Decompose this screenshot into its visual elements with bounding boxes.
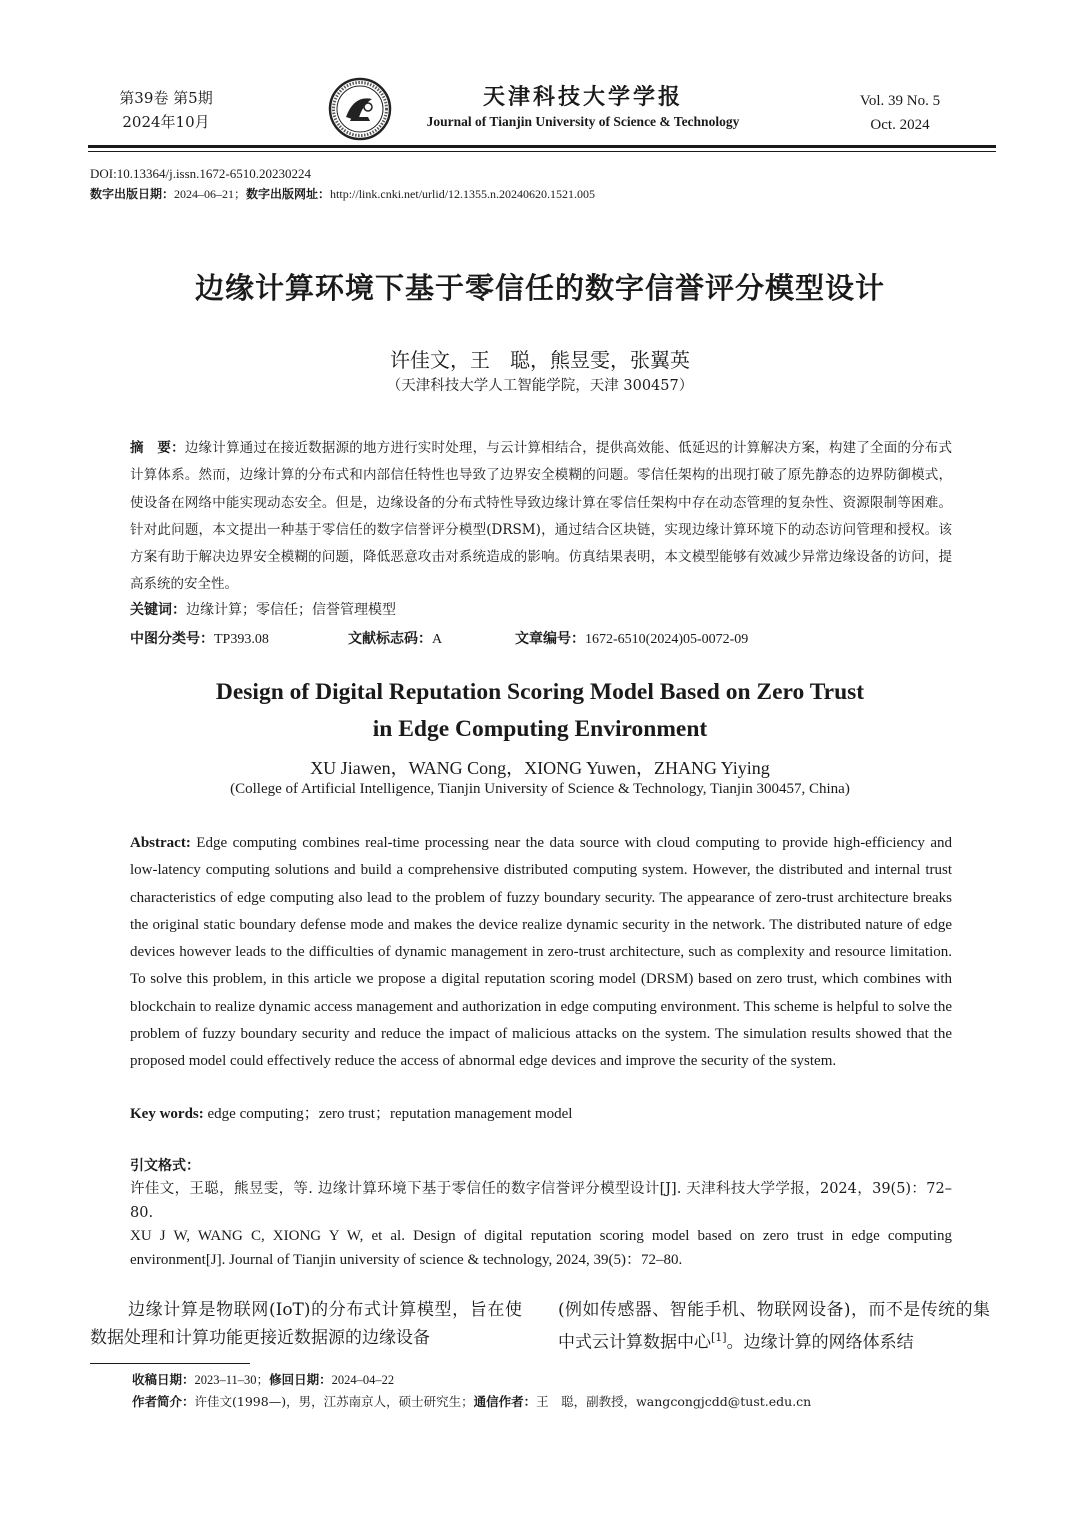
doi: DOI:10.13364/j.issn.1672-6510.20230224 [90, 166, 311, 181]
article-no-item [515, 628, 748, 651]
abstract-en [130, 830, 952, 1076]
doc-code-value: A [432, 632, 443, 647]
issue-info-cn [96, 86, 236, 134]
abstract-en-text: Edge computing combines real-time processing near the data source with cloud computing to provide high-efficiency and low-latency computing solutions and build a comprehensive distributed computing system. However, the distributed and internal trust characteristics of edge computing also lead to the problem of fuzzy boundary security. The appearance of zero-trust architecture breaks the original static boundary defense mode and makes the device realize dynamic security in the network. The distributed nature of edge devices however leads to the difficulties of dynamic management in zero-trust architecture, such as complexity and resource limitation. To solve this problem, in this article we propose a digital reputation scoring model (DRSM) based on zero trust, which combines with blockchain to realize dynamic access management and authorization in edge computing environment. This scheme is helpful to solve the problem of fuzzy boundary security and reduce the impact of malicious attacks on the system. The simulation results showed that the proposed model could effectively reduce the access of abnormal edge devices and improve the security of the system. [130, 835, 952, 1070]
body-right-text-b: 。边缘计算的网络体系结 [726, 1332, 914, 1353]
keywords-cn-label: 关键词： [130, 602, 186, 618]
body-column-right [558, 1296, 990, 1357]
citation-cn: 许佳文，王聪，熊昱雯，等. 边缘计算环境下基于零信任的数字信誉评分模型设计[J]. 天津科技大学学报，2024，39(5)：72–80. [130, 1181, 952, 1221]
abstract-cn [130, 435, 952, 599]
bio-label: 作者简介： [132, 1394, 195, 1409]
date-cn: 2024年10月 [122, 113, 210, 131]
article-no-label: 文章编号： [515, 631, 585, 647]
pub-url-label: 数字出版网址： [246, 187, 331, 201]
affiliation-en: (College of Artificial Intelligence, Tianjin University of Science & Technology, Tianjin 300457, China) [230, 781, 850, 797]
reference-marker[interactable]: [1] [711, 1331, 727, 1344]
publication-info [90, 184, 595, 204]
keywords-en-text: edge computing；zero trust；reputation management model [207, 1106, 573, 1122]
pub-date-label: 数字出版日期： [90, 187, 175, 201]
affiliation-cn: （天津科技大学人工智能学院，天津 300457） [386, 378, 694, 394]
volume-issue-cn: 第39卷 第5期 [119, 89, 213, 107]
issue-info-en [830, 89, 970, 137]
received-date: 2023–11–30； [194, 1373, 270, 1387]
clc-value: TP393.08 [214, 632, 269, 647]
pub-date: 2024–06–21； [174, 187, 247, 201]
paper-title-en-line1: Design of Digital Reputation Scoring Model Based on Zero Trust [215, 679, 865, 705]
journal-title-en: Journal of Tianjin University of Science & Technology [426, 114, 740, 129]
keywords-en-label: Key words: [130, 1106, 204, 1122]
authors-en: XU Jiawen，WANG Cong，XIONG Yuwen，ZHANG Yiying [310, 758, 770, 778]
university-seal-icon [328, 77, 392, 141]
doc-code-label: 文献标志码： [348, 631, 432, 647]
keywords-cn [130, 599, 952, 621]
paper-title-en-line2: in Edge Computing Environment [372, 716, 708, 742]
corr-label: 通信作者： [473, 1394, 537, 1409]
citation-label: 引文格式： [130, 1158, 200, 1174]
keywords-cn-text: 边缘计算；零信任；信誉管理模型 [186, 602, 396, 618]
footnote-author [132, 1392, 811, 1412]
abstract-cn-text: 边缘计算通过在接近数据源的地方进行实时处理，与云计算相结合，提供高效能、低延迟的计算解决方案，构建了全面的分布式计算体系。然而，边缘计算的分布式和内部信任特性也导致了边界安全模糊的问题。零信任架构的出现打破了原先静态的边界防御模式，使设备在网络中能实现动态安全。但是，边缘设备的分布式特性导致边缘计算在零信任架构中存在动态管理的复杂性、资源限制等困难。针对此问题，本文提出一种基于零信任的数字信誉评分模型(DRSM)，通过结合区块链，实现边缘计算环境下的动态访问管理和授权。该方案有助于解决边界安全模糊的问题，降低恶意攻击对系统造成的影响。仿真结果表明，本文模型能够有效减少异常边缘设备的访问，提高系统的安全性。 [130, 440, 953, 593]
date-en: Oct. 2024 [870, 117, 930, 133]
corr-text: 王 聪，副教授，wangcongjcdd@tust.edu.cn [536, 1394, 812, 1409]
paper-title-en [140, 674, 940, 748]
citation-en: XU J W, WANG C, XIONG Y W, et al. Design of digital reputation scoring model based on zero trust in edge computing environment[J]. Journal of Tianjin university of science & technology, 2024, 39(5)：72–80. [130, 1228, 952, 1268]
revised-label: 修回日期： [269, 1372, 332, 1387]
abstract-en-label: Abstract: [130, 835, 191, 851]
authors-cn: 许佳文，王 聪，熊昱雯，张翼英 [390, 348, 690, 372]
body-column-left: 边缘计算是物联网(IoT)的分布式计算模型，旨在使数据处理和计算功能更接近数据源的边缘设备 [90, 1300, 522, 1348]
pub-url[interactable]: http://link.cnki.net/urlid/12.1355.n.20240620.1521.005 [330, 187, 596, 201]
volume-issue-en: Vol. 39 No. 5 [859, 93, 941, 109]
keywords-en [130, 1102, 952, 1126]
abstract-cn-label: 摘 要： [130, 440, 185, 456]
clc-label: 中图分类号： [130, 631, 214, 647]
footnote-dates [132, 1370, 394, 1390]
footnote-rule [90, 1363, 250, 1364]
doc-code-item [348, 628, 442, 651]
received-label: 收稿日期： [132, 1372, 195, 1387]
journal-title-cn: 天津科技大学学报 [482, 84, 683, 110]
header-rule-thick [88, 145, 996, 148]
bio-text: 许佳文(1998—)，男，江苏南京人，硕士研究生； [194, 1394, 474, 1409]
paper-title-cn: 边缘计算环境下基于零信任的数字信誉评分模型设计 [194, 271, 885, 305]
clc-item [130, 628, 269, 651]
revised-date: 2024–04–22 [331, 1373, 395, 1387]
body-right-text-a: (例如传感器、智能手机、物联网设备)，而不是传统的集中式云计算数据中心 [558, 1300, 990, 1353]
article-no-value: 1672-6510(2024)05-0072-09 [585, 632, 749, 647]
header-rule-thin [88, 151, 996, 152]
